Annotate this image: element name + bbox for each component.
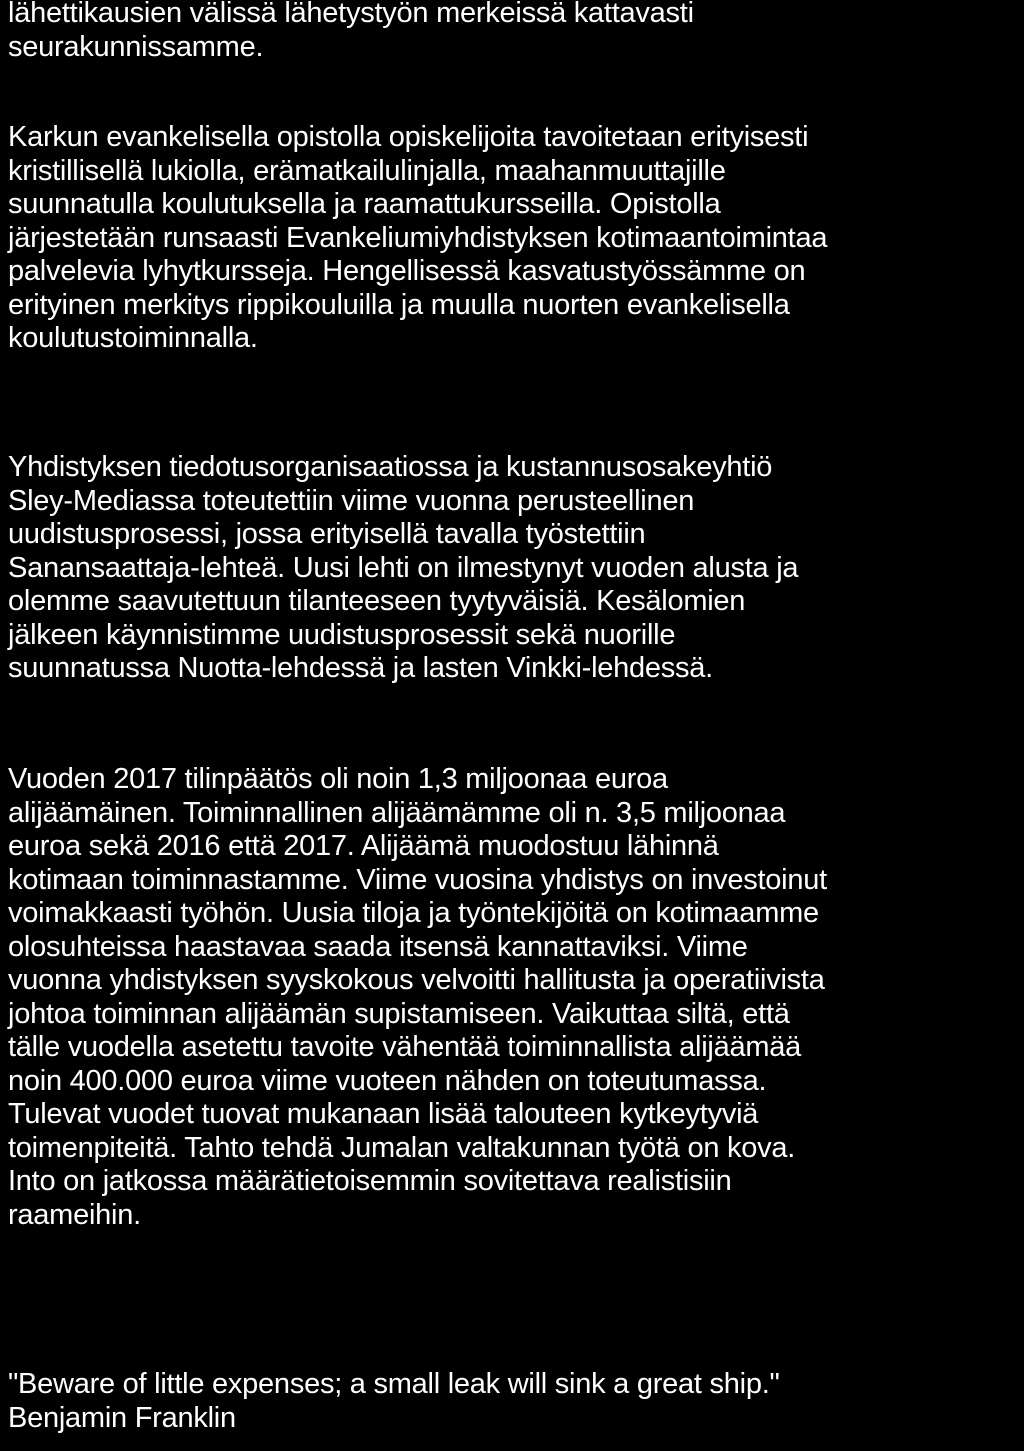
paragraph-financial-statement [8,763,1020,1232]
text-line: suunnatussa Nuotta-lehdessä ja lasten Vinkki-lehdessä. [8,652,713,684]
text-line: palvelevia lyhytkursseja. Hengellisessä kasvatustyössämme on [8,255,806,287]
text-line: Yhdistyksen tiedotusorganisaatiossa ja kustannusosakeyhtiö [8,451,773,483]
text-line: voimakkaasti työhön. Uusia tiloja ja työntekijöitä on kotimaamme [8,897,819,929]
text-line: toimenpiteitä. Tahto tehdä Jumalan valtakunnan työtä on kova. [8,1131,796,1164]
text-line: Sanansaattaja-lehteä. Uusi lehti on ilmestynyt vuoden alusta ja [8,551,799,584]
text-line: alijäämäinen. Toiminnallinen alijäämämme oli n. 3,5 miljoonaa [8,796,786,829]
text-line: kotimaan toiminnastamme. Viime vuosina yhdistys on investoinut [8,863,827,896]
paragraph-karkku-folk-high-school [8,121,1020,356]
quote-attribution: Benjamin Franklin [8,1401,236,1434]
text-line: suunnatulla koulutuksella ja raamattukursseilla. Opistolla [8,188,721,220]
quote-text: "Beware of little expenses; a small leak will sink a great ship." [8,1368,780,1400]
text-line: Vuoden 2017 tilinpäätös oli noin 1,3 miljoonaa euroa [8,763,668,795]
text-line: Karkun evankelisella opistolla opiskelijoita tavoitetaan erityisesti [8,121,809,153]
text-line: tälle vuodella asetettu tavoite vähentää toiminnallista alijäämää [8,1031,802,1063]
text-line: lähettikausien välissä lähetystyön merkeissä kattavasti [8,0,694,29]
text-line: järjestetään runsaasti Evankeliumiyhdistyksen kotimaantoimintaa [8,221,828,254]
paragraph-quote [8,1368,1020,1435]
paragraph-media-organisation [8,451,1020,686]
text-line: jälkeen käynnistimme uudistusprosessit sekä nuorille [8,618,676,651]
text-line: Tulevat vuodet tuovat mukanaan lisää talouteen kytkeytyviä [8,1098,759,1130]
text-line: johtoa toiminnan alijäämän supistamiseen. Vaikuttaa siltä, että [8,997,790,1030]
text-line: kristillisellä lukiolla, erämatkailulinjalla, maahanmuuttajille [8,154,726,187]
text-line: Into on jatkossa määrätietoisemmin sovitettava realistisiin [8,1165,732,1197]
text-line: olosuhteissa haastavaa saada itsensä kannattaviksi. Viime [8,930,748,963]
text-line: noin 400.000 euroa viime vuoteen nähden on toteutumassa. [8,1064,767,1097]
text-line: raameihin. [8,1198,141,1231]
text-line: olemme saavutettuun tilanteeseen tyytyväisiä. Kesälomien [8,585,746,617]
text-line: seurakunnissamme. [8,30,264,63]
text-line: erityinen merkitys rippikouluilla ja muulla nuorten evankelisella [8,288,790,321]
text-line: Sley-Mediassa toteutettiin viime vuonna perusteellinen [8,484,695,517]
text-line: uudistusprosessi, jossa erityisellä tavalla työstettiin [8,518,646,550]
paragraph-mission-work-continuation [8,0,1020,64]
text-line: euroa sekä 2016 että 2017. Alijäämä muodostuu lähinnä [8,830,719,862]
text-line: vuonna yhdistyksen syyskokous velvoitti hallitusta ja operatiivista [8,964,825,996]
text-line: koulutustoiminnalla. [8,322,258,354]
